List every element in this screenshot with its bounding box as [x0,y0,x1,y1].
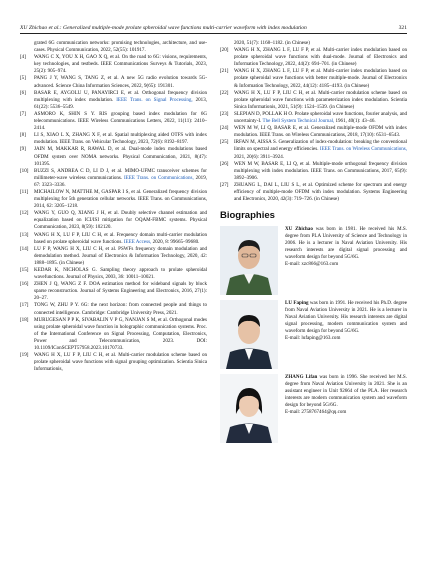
reference-text-part: 2019, 67: 3323–3336. [34,174,207,188]
reference-number: [23] [220,110,229,117]
reference-number: [10] [20,167,29,174]
reference-text: ZHUANG L, DAI L, LIU S L, et al. Optimized scheme for spectrum and energy efficiency of multiple-mode OFDM with index modulation. Systems Engineering and Electronics, 2020, 42(3): 719–726. (in Chinese) [234,181,407,203]
reference-text: WANG H X, ZHANG L F, LU F P, et al. Multi-carrier index modulation based on prolate spheroidal wave functions with dual-mode. Journal of Electronics and Information Technology, 2022, 44(2): 694–701. (in Chinese) [234,47,407,68]
reference-text-part: 2021, 20(6): 3911–3924. [234,153,284,160]
reference-number: [11] [20,188,29,195]
reference-journal-link[interactable]: IEEE Trans. on Signal Processing, [116,96,193,103]
reference-item [20,302,207,316]
reference-item [20,132,207,146]
reference-journal-link[interactable]: IEEE Access, [123,238,152,245]
reference-item [20,54,207,75]
reference-journal-link[interactable]: IEEE Trans. on Wireless Communications, [319,146,407,153]
reference-text: KEDAR K, NICHOLAS G. Sampling theory approach to prolate spheroidal wavefunctions. Journal of Physics, 2003, 36: 10011–10021. [34,267,207,281]
right-column [220,40,407,448]
reference-number: [6] [20,89,26,96]
reference-item [20,40,207,54]
reference-text-part: 2020, 8: 99665–99680. [151,238,200,245]
reference-number: [15] [20,267,29,273]
reference-text [34,232,207,246]
reference-number: [26] [220,160,229,167]
running-header [20,23,407,34]
reference-text: WANG H X, ZHANG L F, LU F P, et al. Multi-carrier index modulation based on prolate spheroidal wave functions with better multiple-mode. Journal of Electronics & Information Technology, 2022, 44(12): 4185–4193. (in Chinese) [234,68,407,89]
reference-number: [8] [20,132,26,139]
reference-text: WANG C X, YOU X H, GAO X Q, et al. On the road to 6G: visions, requirements, key technologies, and testbeds. IEEE Communications Surveys & Tutorials, 2023, 25(2): 905–974. [34,54,207,75]
reference-item [20,75,207,89]
author-photo-lu [220,300,278,369]
bio-email: E-mail: 2758767464@qq.com [285,409,347,416]
reference-number: [7] [20,110,26,117]
reference-text: grated 6G communication networks: promising technologies, architecture, and use-cases. Physical Communication, 2022, 52(55): 101917. [34,40,207,54]
reference-text: WANG H X, LU F P, LIU C H, et al. Multi-carrier modulation scheme based on prolate spheroidal wave functions with signal grouping optimization. Scientia Sinica Informationis, [34,352,207,373]
reference-item [220,111,407,125]
reference-text-part: BUZZI S, ANDREA C D, LI D J, et al. MIMO-UFMC transceiver schemes for millimeter-wave wireless communications. [34,167,207,181]
reference-text [234,111,407,125]
reference-item [220,90,407,111]
biography-xu [220,226,407,295]
reference-item [20,317,207,352]
reference-journal-link[interactable]: The Bell System Technical Journal, [262,118,335,125]
reference-number: [18] [20,316,29,323]
reference-text: MICHAILOW N, MATTHE M, GASPAR I S, et al. Generalized frequency division multiplexing for 5th generation cellular networks. IEEE Trans. on Communications, 2014, 62: 3205–1218. [34,188,207,210]
reference-number: [9] [20,146,26,153]
reference-item [20,246,207,267]
reference-item [20,189,207,210]
reference-number: [16] [20,281,29,288]
reference-item [20,90,207,111]
biography-lu [220,300,407,369]
bio-text: was born in 1981. He received his M.S. degree from PLA University of Science and Technology in 2006. He is a lecturer in Naval Aviation University. His research interests are digital signal processing and waveform design for beyond 5G/6G. [285,226,407,261]
reference-text: ZHEN J Q, WANG Z F. DOA estimation method for wideband signals by block sparse reconstruction. Journal of Systems Engineering and Electronics, 2016, 27(1): 20–27. [34,281,207,302]
reference-text-part: 1961, 40(1): 43–46. [334,118,376,125]
bio-name: XU Zhichao [285,226,313,233]
running-title: XU Zhichao et al.: Generalized multiple-mode prolate spheroidal wave functions multi-carrier waveform with index modulation [20,25,307,31]
reference-number [20,40,34,54]
reference-continuation: 2020, 51(7): 1168–1182. (in Chinese) [234,40,310,46]
reference-item [220,139,407,160]
left-column [20,40,207,373]
reference-item [20,168,207,189]
reference-item [20,111,207,132]
reference-number: [14] [20,245,29,252]
reference-number: [21] [220,68,229,75]
reference-text: WEN M W, LI Q, BASAR E, et al. Generalized multiple-mode OFDM with index modulation. IEEE Trans. on Wireless Communications, 2018, 17(10): 6531–6543. [234,125,407,139]
reference-item [20,210,207,231]
reference-item [220,68,407,89]
reference-number: [17] [20,302,29,309]
reference-text: ASMORO K, SHIN S Y. RIS grouping based index modulation for 6G telecommunications. IEEE Wireless Communications Letters, 2022, 11(11): 2410–2414. [34,110,207,132]
reference-text: JAIN M, MAKKAR R, RAWAL D, et al. Dual-mode index modulations based OFDM system over NOMA networks. Physical Communication, 2021, 8(47): 101395. [34,146,207,167]
reference-number: [5] [20,75,26,82]
reference-item [220,182,407,203]
reference-text: WANG H X, LU F P, LIU C H, et al. Multi-carrier modulation scheme based on prolate spheroidal wave functions with parameterization index modulation. Scientia Sinica Informationis, 2021, 51(9): 1524–1539. (in Chinese) [234,89,407,110]
reference-number: [20] [220,47,229,54]
reference-number: [19] [20,352,29,359]
reference-item [20,267,207,281]
reference-number: [24] [220,125,229,132]
reference-text [34,90,207,111]
reference-number: [25] [220,139,229,146]
reference-text: WANG Y, GUO Q, XIANG J H, et al. Doubly selective channel estimation and equalization based on ICI/ISI mitigation for OQAM-FBMC systems. Physical Communication, 2023, 8(59): 102120. [34,210,207,231]
reference-text: LI S, XIAO L X, ZHANG X F, et al. Spatial multiplexing aided OTFS with index modulation. IEEE Trans. on Vehicular Technology, 2023, 72(6): 8192–8197. [34,132,207,146]
reference-text: TONG W, ZHU P Y. 6G: the next horizon: from connected people and things to connected intelligence. Cambridge: Cambridge University Press, 2021. [34,302,207,316]
reference-text [34,168,207,189]
reference-text-part: BASAR E, AYGOLU U, PANAYIRCI E, et al. Orthogonal frequency division multiplexing with index modulation. [34,89,207,103]
reference-text-part: WANG H X, LU F P, LIU C H, et al. Frequency domain multi-carrier modulation based on prolate spheroidal wave functions. [34,231,207,245]
reference-text: MURUGESAN P P K, SIVABALIN V P G, NANJAN S M, et al. Orthogonal modes using prolate spheroidal wave function in holographic communication systems. Proc. of the International Conference on Signal Processing, Computation, Electronics, Power and Telecommunication, 2023. DOI: 10.1109/IConSCEPT57958.2023.10170733. [34,316,207,352]
biographies-heading: Biographies [220,210,275,222]
bio-name: ZHANG Lifan [285,374,318,381]
reference-number: [12] [20,210,29,217]
reference-item [220,125,407,139]
reference-item [20,232,207,246]
reference-text: PANG J Y, WANG S, TANG Z, et al. A new 5G radio evolution towards 5G-advanced. Science China Information Sciences, 2022, 9(65): 191301. [34,75,207,89]
reference-number: [13] [20,231,29,238]
reference-item [220,47,407,68]
reference-text [234,139,407,160]
reference-item [20,146,207,167]
reference-number: [27] [220,181,229,188]
reference-text-part: 2013, 61(22): 5536–5549. [34,96,207,110]
reference-text: WEN M W, BASAR E, LI Q, et al. Multiple-mode orthogonal frequency division multiplexing with index modulation. IEEE Trans. on Communications, 2017, 65(9): 3892–3906. [234,160,407,181]
reference-journal-link[interactable]: IEEE Trans. on Communications, [123,174,194,181]
bio-email: E-mail: lufaping@163.com [285,335,341,342]
reference-text-part: SLEPIAN D, POLLAK H O. Prolate spheroidal wave functions, fourier analysis, and uncertainty-I. [234,110,407,125]
page-number: 321 [398,25,407,31]
bio-email: E-mail: xzc866@163.com [285,261,339,268]
bio-name: LU Faping [285,300,309,307]
reference-list-left [20,40,207,373]
reference-item [20,352,207,373]
reference-text: LU F P, WANG H X, LIU C H, et al. PSWFs frequency domain modulation and demodulation method. Journal of Electronics & Information Technology, 2020, 42: 1888–1895. (in Chinese) [34,245,207,266]
reference-number: [22] [220,89,229,96]
bio-text: was born in 1996. She received her M.S. degree from Naval Aviation University in 2021. She is an assistant engineer in Unit 92664 of the PLA. Her research interests are modern communication system and waveform design for beyond 5G/6G. [285,374,407,409]
reference-number: [4] [20,54,26,61]
author-photo-xu [220,226,278,295]
reference-text-part: IRFAN M, AISSA S. Generalization of index-modulation: breaking the conventional limits on spectral and energy efficiencies. [234,139,407,153]
reference-item [220,161,407,182]
reference-item [20,281,207,302]
author-photo-zhang [220,374,278,443]
reference-list-right [220,47,407,203]
biography-zhang [220,374,407,443]
bio-text: was born in 1991. He received his Ph.D. degree from Naval Aviation University in 2021. He is a lecturer in Naval Aviation University. His research interests are digital signal processing, modern communication system and waveform design for beyond 5G/6G. [285,300,408,335]
